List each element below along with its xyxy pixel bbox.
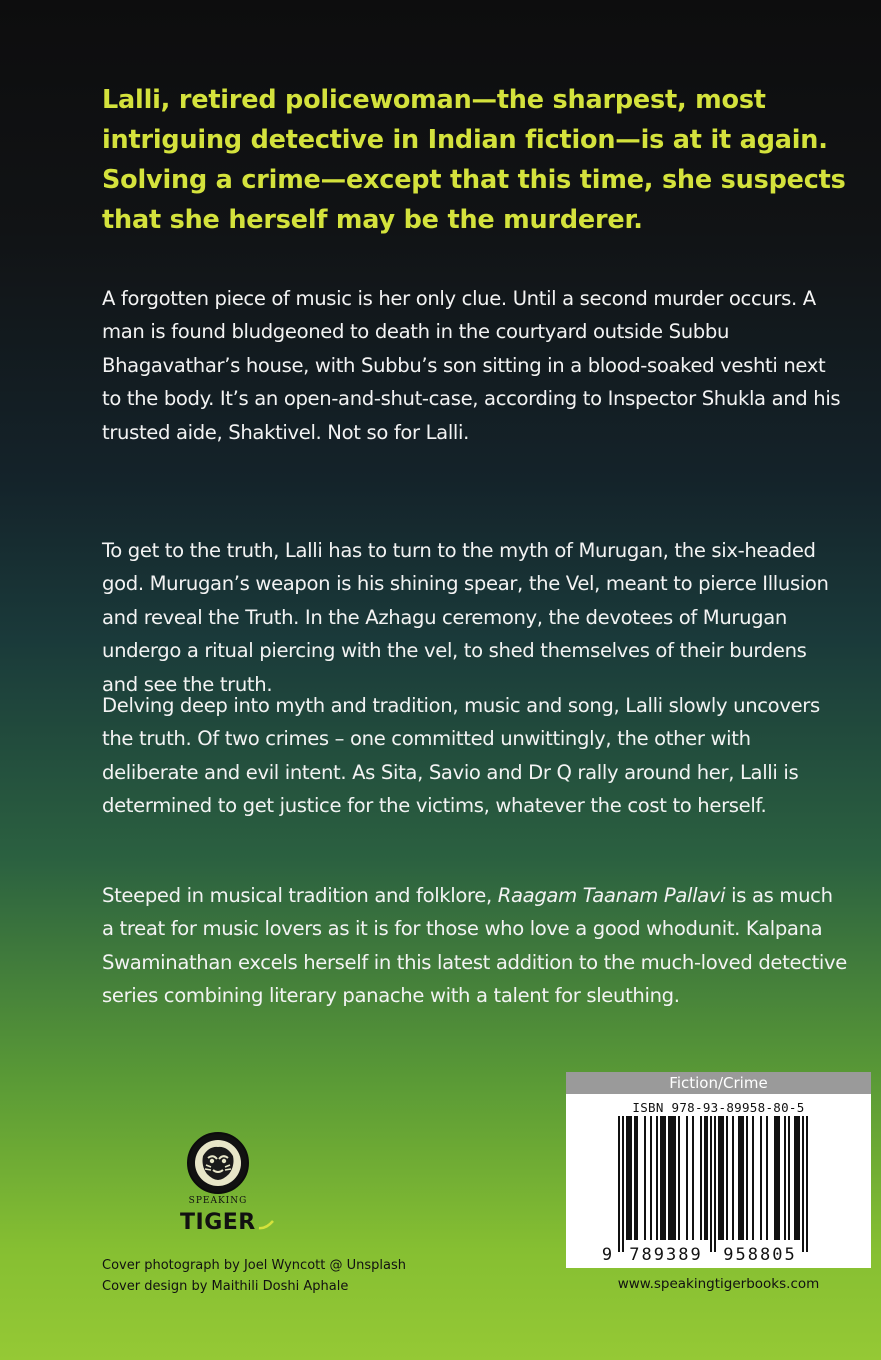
barcode-bar <box>618 1116 620 1252</box>
publisher-name-line2: TIGER <box>180 1210 256 1235</box>
blurb-paragraph-2: To get to the truth, Lalli has to turn to the myth of Murugan, the six-headed god. Murugan’s weapon is his shining spear, the Vel, meant to pierce Illusion and reveal the Truth. In the Azhagu ceremony, the devotees of Murugan undergo a ritual piercing with the vel, to shed themselves of their burdens and see the truth. <box>102 539 829 696</box>
barcode-bar <box>674 1116 676 1240</box>
barcode-bar <box>784 1116 786 1240</box>
barcode-bar <box>726 1116 728 1240</box>
tiger-emblem-icon <box>187 1132 249 1194</box>
barcode-bar <box>644 1116 646 1240</box>
barcode-bar <box>732 1116 734 1240</box>
barcode-bar <box>626 1116 628 1240</box>
barcode-bar <box>714 1116 716 1252</box>
barcode-bar <box>700 1116 702 1240</box>
barcode-bar <box>678 1116 680 1240</box>
publisher-logo <box>178 1132 288 1242</box>
barcode-bar <box>622 1116 624 1252</box>
tagline: Lalli, retired policewoman—the sharpest, most intriguing detective in Indian fiction—is at it again. Solving a crime—except that this time, she suspects that she herself may be the murderer. <box>102 85 846 235</box>
barcode-bar <box>660 1116 662 1240</box>
barcode-bar <box>802 1116 804 1252</box>
blurb-text: is as much a treat for music lovers as it is for those who love a good whodunit. Kalpana Swaminathan excels herself in this latest addition to the much-loved detective series combining literary panache with a talent for sleuthing. <box>102 884 847 1008</box>
tail-swoosh-icon <box>258 1220 274 1230</box>
barcode-bar <box>634 1116 636 1240</box>
barcode-bar <box>766 1116 768 1240</box>
barcode-bar <box>718 1116 720 1240</box>
design-credit: Cover design by Maithili Doshi Aphale <box>102 1279 349 1294</box>
barcode-bar <box>670 1116 672 1240</box>
blurb-paragraph-4 <box>102 879 847 1013</box>
barcode-bar <box>746 1116 748 1240</box>
barcode-bar <box>776 1116 778 1240</box>
blurb-text: Steeped in musical tradition and folklore, <box>102 884 498 907</box>
barcode-bar <box>778 1116 780 1240</box>
barcode-bar <box>742 1116 744 1240</box>
barcode-bar <box>656 1116 658 1240</box>
barcode-bar <box>704 1116 706 1240</box>
barcode-bar <box>636 1116 638 1240</box>
barcode-bar <box>738 1116 740 1240</box>
book-title: Raagam Taanam Pallavi <box>497 884 726 907</box>
publisher-website: www.speakingtigerbooks.com <box>617 1276 820 1292</box>
barcode-bar <box>740 1116 742 1240</box>
barcode-bar <box>794 1116 796 1240</box>
barcode-bar <box>710 1116 712 1252</box>
blurb-paragraph-1: A forgotten piece of music is her only clue. Until a second murder occurs. A man is found bludgeoned to death in the courtyard outside Subbu Bhagavathar’s house, with Subbu’s son sitting in a blood-soaked veshti next to the body. It’s an open-and-shut-case, according to Inspector Shukla and his trusted aide, Shaktivel. Not so for Lalli. <box>102 287 841 444</box>
barcode-bar <box>650 1116 652 1240</box>
barcode-digits-left: 789389 <box>629 1245 703 1265</box>
barcode-bar <box>706 1116 708 1240</box>
barcode-bar <box>662 1116 664 1240</box>
barcode-bar <box>672 1116 674 1240</box>
barcode-bar <box>692 1116 694 1240</box>
barcode-graphic <box>566 1094 871 1268</box>
cover-credits <box>102 1255 522 1297</box>
isbn-label: ISBN 978-93-89958-80-5 <box>632 1100 805 1115</box>
barcode-bar <box>752 1116 754 1240</box>
barcode-bar <box>686 1116 688 1240</box>
barcode-bar <box>788 1116 790 1240</box>
blurb-paragraph-3: Delving deep into myth and tradition, music and song, Lalli slowly uncovers the truth. Of two crimes – one committed unwittingly, the other with deliberate and evil intent. As Sita, Savio and Dr Q rally around her, Lalli is determined to get justice for the victims, whatever the cost to herself. <box>102 694 820 818</box>
barcode-bar <box>760 1116 762 1240</box>
barcode-bar <box>798 1116 800 1240</box>
barcode-digits-right: 958805 <box>723 1245 797 1265</box>
barcode-bar <box>630 1116 632 1240</box>
barcode-bar <box>668 1116 670 1240</box>
barcode-bar <box>628 1116 630 1240</box>
barcode-bar <box>806 1116 808 1252</box>
isbn-barcode <box>566 1094 871 1268</box>
barcode-bar <box>774 1116 776 1240</box>
publisher-name-line1: SPEAKING <box>188 1196 248 1206</box>
photo-credit: Cover photograph by Joel Wyncott @ Unsplash <box>102 1258 406 1273</box>
barcode-digit-first: 9 <box>601 1245 615 1265</box>
barcode-bar <box>796 1116 798 1240</box>
barcode-bar <box>720 1116 722 1240</box>
genre-label: Fiction/Crime <box>566 1072 871 1094</box>
barcode-bar <box>722 1116 724 1240</box>
barcode-bar <box>664 1116 666 1240</box>
